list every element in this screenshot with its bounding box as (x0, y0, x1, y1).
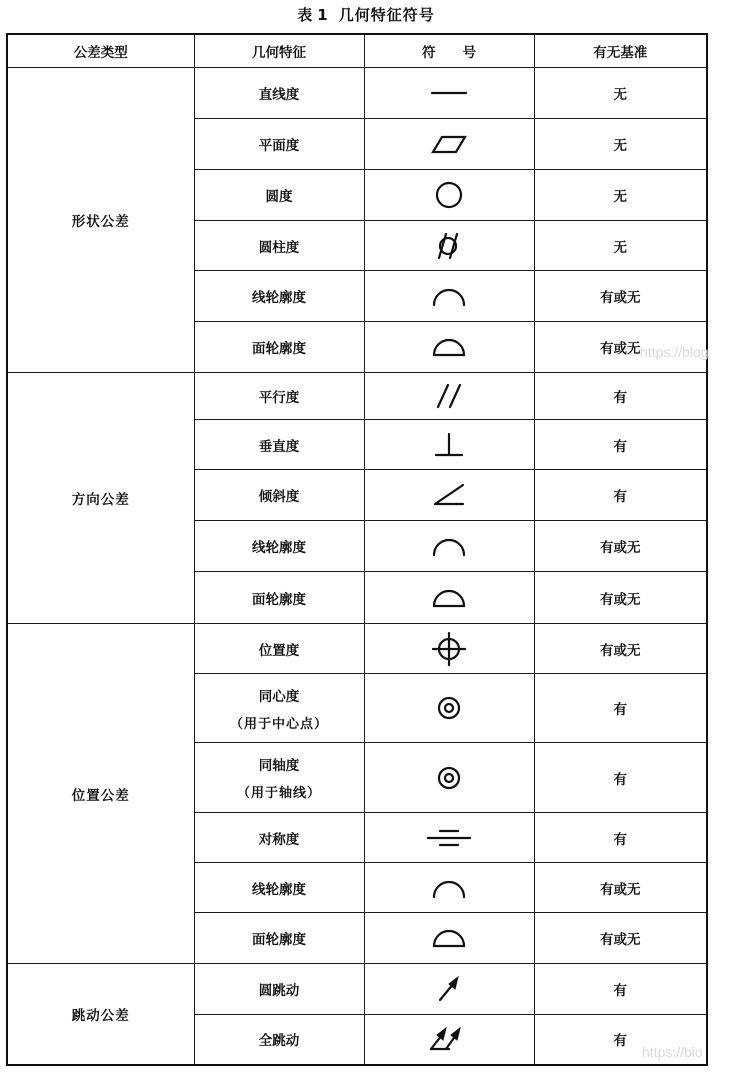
surface-profile-icon (365, 586, 534, 610)
datum-cell: 无 (534, 119, 707, 170)
symbol-cell (364, 221, 534, 271)
surface-profile-icon (365, 926, 534, 950)
feature-name: 全跳动 (258, 1033, 300, 1050)
feature-name: 位置度 (258, 642, 300, 659)
cylindricity-icon (365, 230, 534, 262)
datum-cell: 有 (534, 420, 707, 470)
symmetry-icon (365, 826, 534, 850)
circularity-icon (365, 179, 534, 211)
table-title-label: 表 (297, 6, 314, 24)
feature-name: 圆柱度 (258, 239, 300, 256)
symbol-cell (364, 170, 534, 221)
datum-cell: 无 (534, 170, 707, 221)
symbol-cell (364, 322, 534, 373)
symbol-cell (364, 373, 534, 420)
feature-name: 对称度 (258, 831, 300, 848)
symbol-cell (364, 119, 534, 170)
surface-profile-icon (365, 335, 534, 359)
gdt-symbol-table (6, 33, 708, 1066)
feature-name: 同轴度 (258, 758, 300, 774)
datum-cell: 有 (534, 470, 707, 521)
datum-cell: 有或无 (534, 271, 707, 322)
symbol-cell (364, 470, 534, 521)
datum-cell: 有或无 (534, 624, 707, 674)
feature-cell (194, 813, 364, 863)
datum-cell: 有 (534, 373, 707, 420)
table-row (7, 964, 707, 1015)
table-title-number: 1 (317, 6, 329, 24)
feature-name: 线轮廓度 (252, 540, 306, 556)
feature-cell (194, 572, 364, 624)
feature-name: 面轮廓度 (252, 932, 306, 948)
datum-cell: 有 (534, 743, 707, 813)
feature-cell (194, 322, 364, 373)
symbol-cell (364, 572, 534, 624)
parallelism-icon (365, 382, 534, 410)
symbol-cell (364, 68, 534, 119)
datum-cell: 无 (534, 68, 707, 119)
symbol-cell (364, 1015, 534, 1065)
feature-cell (194, 373, 364, 420)
table-title-text: 几何特征符号 (338, 6, 435, 24)
position-icon (365, 631, 534, 667)
feature-name: 线轮廓度 (252, 290, 306, 306)
datum-cell: 有或无 (534, 863, 707, 913)
symbol-cell (364, 674, 534, 743)
feature-name: 圆度 (265, 189, 293, 205)
header-tolerance-type: 公差类型 (7, 34, 194, 68)
symbol-cell (364, 624, 534, 674)
symbol-cell (364, 521, 534, 572)
feature-cell (194, 420, 364, 470)
table-title (0, 4, 732, 25)
tolerance-type-cell: 方向公差 (7, 373, 194, 624)
feature-name: 线轮廓度 (252, 881, 306, 898)
line-profile-icon (365, 284, 534, 308)
datum-cell: 有或无 (534, 913, 707, 964)
datum-cell: 有或无 (534, 322, 707, 373)
feature-name: 平面度 (258, 138, 300, 154)
table-row (7, 373, 707, 420)
table-row (7, 624, 707, 674)
feature-cell (194, 119, 364, 170)
symbol-cell (364, 813, 534, 863)
tolerance-type-cell: 形状公差 (7, 68, 194, 373)
watermark: https://blo (642, 1044, 703, 1060)
flatness-icon (365, 132, 534, 156)
feature-note: （用于轴线） (236, 786, 321, 801)
header-symbol: 符 号 (364, 34, 534, 68)
feature-name: 直线度 (258, 87, 300, 103)
symbol-cell (364, 271, 534, 322)
feature-cell (194, 68, 364, 119)
line-profile-icon (365, 534, 534, 558)
feature-name: 圆跳动 (258, 983, 300, 999)
circular-runout-icon (365, 974, 534, 1004)
feature-name: 平行度 (258, 390, 300, 406)
feature-cell (194, 743, 364, 813)
feature-cell (194, 1015, 364, 1065)
datum-cell: 无 (534, 221, 707, 271)
watermark: https://blog (640, 344, 709, 360)
feature-name: 垂直度 (258, 438, 300, 455)
datum-cell: 有 (534, 964, 707, 1015)
header-datum: 有无基准 (534, 34, 707, 68)
coaxiality-icon (365, 764, 534, 792)
datum-cell: 有 (534, 1015, 707, 1065)
datum-cell: 有或无 (534, 572, 707, 624)
symbol-cell (364, 863, 534, 913)
feature-cell (194, 521, 364, 572)
feature-name: 同心度 (258, 688, 300, 705)
datum-cell: 有 (534, 813, 707, 863)
feature-cell (194, 470, 364, 521)
concentricity-icon (365, 694, 534, 722)
feature-cell (194, 913, 364, 964)
datum-cell: 有 (534, 674, 707, 743)
tolerance-type-cell: 跳动公差 (7, 964, 194, 1065)
feature-cell (194, 674, 364, 743)
symbol-cell (364, 964, 534, 1015)
symbol-cell (364, 743, 534, 813)
feature-cell (194, 964, 364, 1015)
datum-cell: 有或无 (534, 521, 707, 572)
line-profile-icon (365, 876, 534, 900)
symbol-cell (364, 913, 534, 964)
symbol-cell (364, 420, 534, 470)
feature-cell (194, 170, 364, 221)
table-row (7, 68, 707, 119)
feature-cell (194, 863, 364, 913)
feature-name: 面轮廓度 (252, 341, 306, 357)
feature-cell (194, 271, 364, 322)
angularity-icon (365, 481, 534, 509)
feature-note: （用于中心点） (229, 716, 328, 732)
feature-cell (194, 624, 364, 674)
tolerance-type-cell: 位置公差 (7, 624, 194, 964)
total-runout-icon (365, 1024, 534, 1054)
feature-name: 面轮廓度 (252, 591, 306, 608)
header-row (7, 34, 707, 68)
feature-cell (194, 221, 364, 271)
perpendicularity-icon (365, 431, 534, 459)
straightness-icon (365, 83, 534, 103)
header-feature: 几何特征 (194, 34, 364, 68)
feature-name: 倾斜度 (258, 489, 300, 505)
